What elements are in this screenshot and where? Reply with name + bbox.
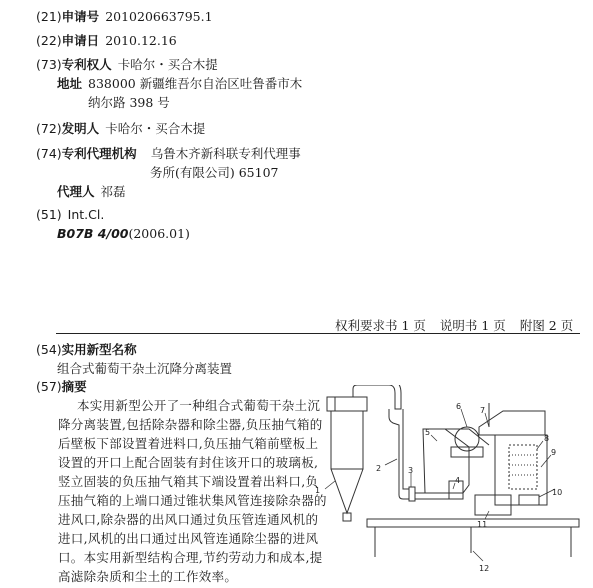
- inid-code: (22): [36, 33, 62, 48]
- abstract-line: 口。本实用新型结构合理,节约劳动力和成本,提: [58, 550, 323, 565]
- ipc-class-row: [57, 226, 190, 241]
- abstract-line: 本实用新型公开了一种组合式葡萄干杂土沉: [77, 398, 321, 413]
- agent-row: [57, 182, 126, 200]
- ipc-row: [36, 207, 104, 222]
- label-8: 8: [544, 434, 550, 443]
- field-label: 摘要: [61, 379, 87, 394]
- field-label: 代理人: [57, 184, 95, 199]
- field-label: 实用新型名称: [61, 342, 137, 357]
- description-pages: 说明书 1 页: [439, 318, 506, 333]
- abstract-line: 设置的开口上配合固装有封住该开口的玻璃板,: [58, 455, 319, 470]
- agency-line-2: 务所(有限公司) 65107: [150, 165, 279, 180]
- abstract-line: 压抽气箱的上端口通过锥状集风管连接除杂器的: [58, 493, 327, 508]
- inid-code: (57): [36, 379, 62, 394]
- address-line-2: 纳尔路 398 号: [88, 95, 170, 110]
- label-10: 10: [552, 488, 563, 497]
- patentee-row: [36, 55, 218, 73]
- abstract-line: 高滤除杂质和尘土的工作效率。: [58, 569, 238, 584]
- label-2: 2: [376, 464, 382, 473]
- title-heading-row: [36, 340, 137, 358]
- label-7: 7: [480, 406, 486, 415]
- inid-code: (54): [36, 342, 62, 357]
- application-date-row: [36, 31, 177, 49]
- ipc-class: B07B 4/00: [57, 226, 129, 241]
- application-date: 2010.12.16: [105, 33, 177, 48]
- inid-code: (21): [36, 9, 62, 24]
- negative-pressure-duct: [389, 409, 409, 499]
- part-labels: [315, 402, 562, 573]
- page-counts: [335, 316, 573, 334]
- inid-code: (72): [36, 121, 62, 136]
- discharge-port: [519, 495, 539, 505]
- utility-model-title: 组合式葡萄干杂土沉降分离装置: [57, 361, 233, 376]
- inventor-name: 卡哈尔・买合木提: [105, 121, 206, 136]
- drawing-pages: 附图 2 页: [519, 318, 574, 333]
- abstract-line: 后壁板下部设置着进料口,负压抽气箱前壁板上: [58, 436, 319, 451]
- address-line-1: 838000 新疆维吾尔自治区吐鲁番市木: [88, 76, 303, 91]
- field-label: Int.Cl.: [67, 207, 105, 222]
- agency-row: [36, 144, 301, 162]
- patentee-name: 卡哈尔・买合木提: [117, 57, 218, 72]
- inid-code: (74): [36, 146, 62, 161]
- address-row: [57, 74, 302, 92]
- field-label: 专利权人: [61, 57, 112, 72]
- label-5: 5: [425, 428, 431, 437]
- label-4: 4: [455, 476, 461, 485]
- dust-collector: [327, 397, 367, 521]
- field-label: 申请日: [61, 33, 100, 48]
- inid-code: (51): [36, 207, 62, 222]
- agency-line-1: 乌鲁木齐新科联专利代理事: [150, 146, 301, 161]
- abstract-line: 降分离装置,包括除杂器和除尘器,负压抽气箱的: [58, 417, 323, 432]
- field-label: 发明人: [61, 121, 100, 136]
- abstract-line: 竖立固装的负压抽气箱其下端设置着出料口,负: [58, 474, 319, 489]
- label-6: 6: [456, 402, 462, 411]
- fan: [451, 427, 483, 457]
- leader-lines: [325, 409, 555, 561]
- application-number-row: [36, 7, 213, 25]
- claims-pages: 权利要求书 1 页: [335, 318, 426, 333]
- label-3: 3: [408, 466, 414, 475]
- application-number: 201020663795.1: [105, 9, 213, 24]
- label-11: 11: [477, 520, 488, 529]
- ipc-version: (2006.01): [128, 226, 190, 241]
- inid-code: (73): [36, 57, 62, 72]
- label-9: 9: [551, 448, 557, 457]
- abstract-line: 进风口,除杂器的出风口通过负压管连通风机的: [58, 512, 319, 527]
- label-12: 12: [479, 564, 490, 573]
- abstract-heading-row: [36, 377, 87, 395]
- agent-name: 祁磊: [100, 184, 126, 199]
- label-1: 1: [315, 486, 321, 495]
- abstract-line: 进口,风机的出口通过出风管连通除尘器的进风: [58, 531, 319, 546]
- separator-line: [56, 333, 580, 334]
- field-label: 申请号: [61, 9, 100, 24]
- patent-drawing: [313, 385, 585, 573]
- field-label: 专利代理机构: [61, 146, 137, 161]
- inventor-row: [36, 119, 205, 137]
- field-label: 地址: [57, 76, 83, 91]
